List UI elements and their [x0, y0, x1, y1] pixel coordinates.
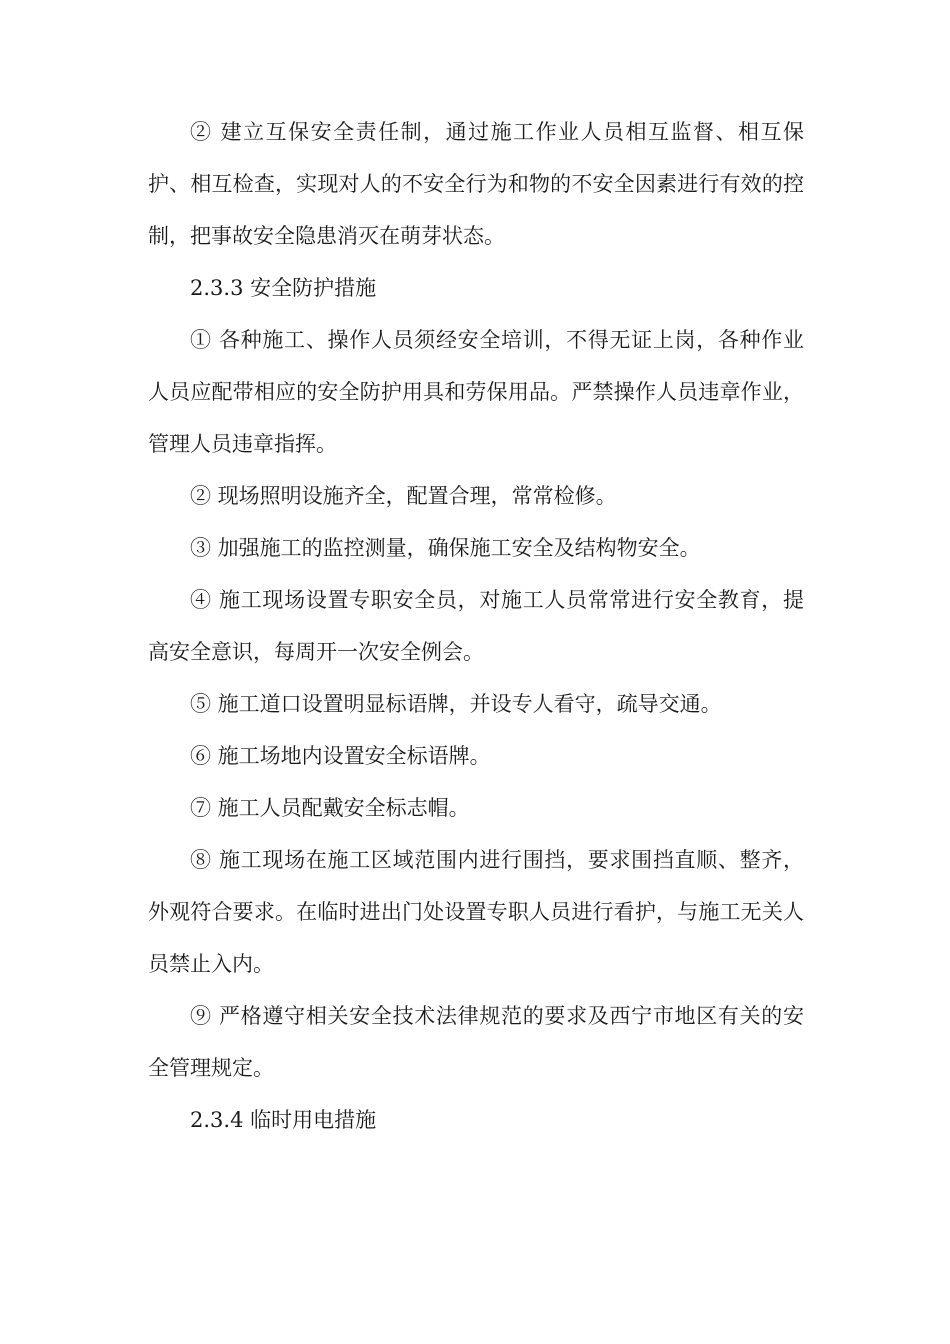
document-page: [148, 106, 804, 1146]
section-heading-2-3-3: 2.3.3 安全防护措施: [190, 276, 377, 300]
paragraph-item-7: ⑦ 施工人员配戴安全标志帽。: [190, 796, 470, 820]
paragraph-item-9: ⑨ 严格遵守相关安全技术法律规范的要求及西宁市地区有关的安全管理规定。: [148, 1004, 804, 1080]
paragraph-item-2: ② 现场照明设施齐全，配置合理，常常检修。: [190, 484, 617, 508]
paragraph-item-4: ④ 施工现场设置专职安全员，对施工人员常常进行安全教育，提高安全意识，每周开一次安全例会。: [148, 588, 804, 664]
paragraph-item-3: ③ 加强施工的监控测量，确保施工安全及结构物安全。: [190, 536, 701, 560]
paragraph-item-6: ⑥ 施工场地内设置安全标语牌。: [190, 744, 491, 768]
paragraph-item-5: ⑤ 施工道口设置明显标语牌，并设专人看守，疏导交通。: [190, 692, 722, 716]
paragraph-item-1: ① 各种施工、操作人员须经安全培训，不得无证上岗，各种作业人员应配带相应的安全防护用具和劳保用品。严禁操作人员违章作业，管理人员违章指挥。: [148, 328, 804, 456]
paragraph-mutual-safety: ② 建立互保安全责任制，通过施工作业人员相互监督、相互保护、相互检查，实现对人的不安全行为和物的不安全因素进行有效的控制，把事故安全隐患消灭在萌芽状态。: [148, 120, 804, 248]
paragraph-item-8: ⑧ 施工现场在施工区域范围内进行围挡，要求围挡直顺、整齐，外观符合要求。在临时进出门处设置专职人员进行看护，与施工无关人员禁止入内。: [148, 848, 804, 976]
section-heading-2-3-4: 2.3.4 临时用电措施: [190, 1108, 377, 1132]
